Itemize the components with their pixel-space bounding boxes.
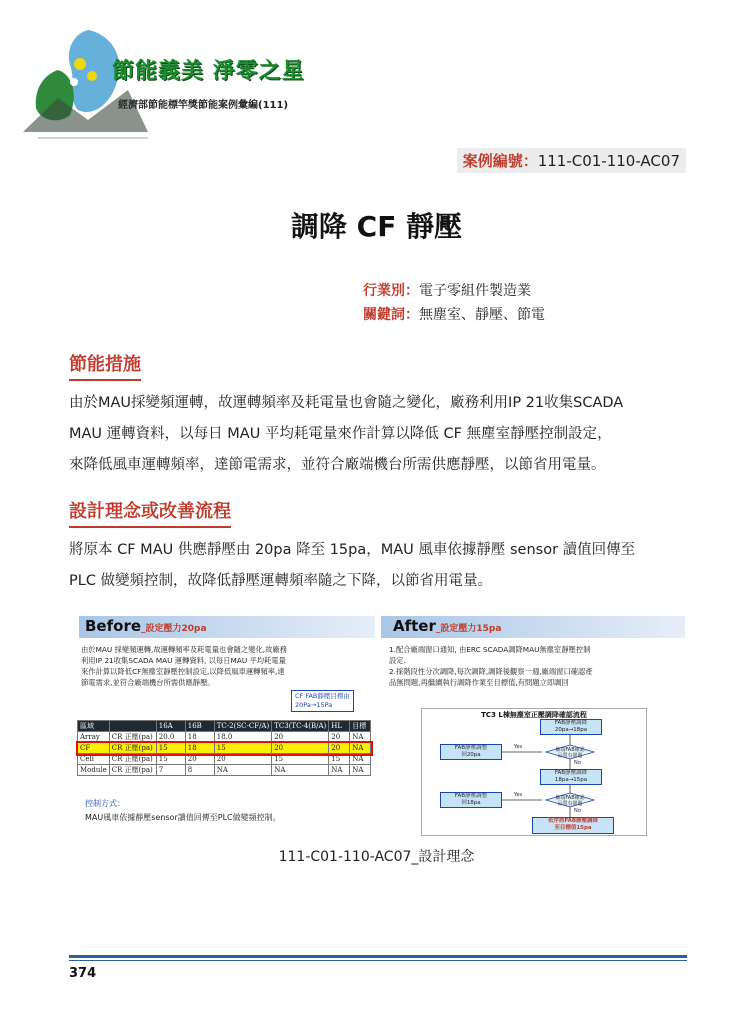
section-body-measures xyxy=(69,388,687,481)
industry-label: 行業別： xyxy=(363,283,419,299)
figure-caption: 111-C01-110-AC07_設計理念 xyxy=(278,849,475,865)
after-subtitle: _設定壓力15pa xyxy=(435,624,502,634)
table-cell: 20 xyxy=(272,732,329,743)
after-text-line: 2.採階段性分次調降,每次調降,調降後觀察一週,廠端窗口確認產 xyxy=(389,667,593,676)
after-text-line: 1.配合廠端窗口通知, 由ERC SCADA調降MAU無塵室靜壓控制 xyxy=(389,645,591,654)
before-text-line: 由於MAU 採變頻運轉,故運轉頻率及耗電量也會隨之變化,故廠務 xyxy=(81,645,288,654)
table-cell: 15 xyxy=(214,743,271,754)
before-text xyxy=(81,644,371,688)
table-header-cell: HL xyxy=(329,721,350,732)
case-id-label: 案例編號： xyxy=(462,152,538,170)
table-cell: 15 xyxy=(272,754,329,765)
keywords-line xyxy=(363,304,545,324)
table-cell: 18 xyxy=(185,743,214,754)
flow-no-1: No xyxy=(574,760,581,766)
flow-step-2 xyxy=(540,769,602,785)
before-text-line: 利用IP 21收集SCADA MAU 運轉資料, 以每日MAU 平均耗電量 xyxy=(81,656,286,665)
table-header-cell: 16B xyxy=(185,721,214,732)
flow-step-line: 品質有問題 xyxy=(557,753,583,759)
flow-step-line: 廠端FAB確認 xyxy=(555,747,585,753)
flow-step-line: FAB靜壓調降 xyxy=(554,720,588,726)
table-cell: CR 正壓(pa) xyxy=(109,732,156,743)
table-cell: NA xyxy=(272,765,329,776)
flow-step-line: 品質有問題 xyxy=(557,801,583,807)
control-method-text: MAU風車依據靜壓sensor讀值回傳至PLC做變頻控制。 xyxy=(85,813,281,822)
table-cell: Module xyxy=(78,765,110,776)
section-body-design xyxy=(69,535,687,597)
table-cell: CF xyxy=(78,743,110,754)
table-row xyxy=(78,754,371,765)
table-cell: Array xyxy=(78,732,110,743)
table-cell: 15 xyxy=(156,743,185,754)
table-cell: NA xyxy=(350,765,371,776)
flow-step-line: 回18pa xyxy=(461,800,481,806)
flow-step-line: FAB靜壓調整 xyxy=(454,745,488,751)
table-cell: 18 xyxy=(185,732,214,743)
table-cell: NA xyxy=(214,765,271,776)
flow-no-2: No xyxy=(574,808,581,814)
flow-step-1 xyxy=(540,719,602,735)
before-panel xyxy=(75,612,375,838)
after-panel xyxy=(381,612,687,838)
before-text-line: 節電需求,並符合廠端機台所需供應靜壓。 xyxy=(81,678,215,687)
footer-rule xyxy=(69,955,687,958)
flow-step-line: 至目標值15pa xyxy=(554,825,592,831)
flow-yes-2: Yes xyxy=(514,792,523,798)
flow-step-line: 20pa→18pa xyxy=(554,727,588,733)
control-method-label: 控制方式： xyxy=(85,799,125,808)
flow-step-line: 18pa→15pa xyxy=(554,777,588,783)
paragraph-line: 將原本 CF MAU 供應靜壓由 20pa 降至 15pa，MAU 風車依據靜壓 sensor 讀值回傳至 xyxy=(69,542,636,558)
callout-line: CF FAB靜壓目標由 xyxy=(295,692,350,700)
table-cell: 20 xyxy=(329,743,350,754)
flow-chart xyxy=(421,708,647,836)
flow-title: TC3 L棟無塵室正壓調降確認流程 xyxy=(481,711,587,719)
flow-step-rollback-2 xyxy=(440,792,502,808)
before-text-line: 來作計算以降低CF無塵室靜壓控制設定,以降低風車運轉頻率,達 xyxy=(81,667,285,676)
case-id-value: 111-C01-110-AC07 xyxy=(537,152,680,170)
paragraph-line: 由於MAU採變頻運轉，故運轉頻率及耗電量也會隨之變化，廠務利用IP 21收集SCADA xyxy=(69,395,624,411)
table-cell: NA xyxy=(329,765,350,776)
keywords-value: 無塵室、靜壓、節電 xyxy=(419,307,545,323)
table-header-cell: 區域 xyxy=(78,721,110,732)
table-cell: 20 xyxy=(214,754,271,765)
before-callout xyxy=(291,690,354,712)
table-header-cell: 16A xyxy=(156,721,185,732)
footer-rule-thin xyxy=(69,960,687,961)
logo-subtitle: 經濟部節能標竿獎節能案例彙編(111) xyxy=(118,100,289,111)
table-cell: Cell xyxy=(78,754,110,765)
logo-title: 節能義美 淨零之星 xyxy=(112,58,305,84)
after-text-line: 設定. xyxy=(389,656,406,665)
section-heading-design: 設計理念或改善流程 xyxy=(69,497,231,528)
table-cell: 18.0 xyxy=(214,732,271,743)
industry-line xyxy=(363,280,531,300)
table-cell: 8 xyxy=(185,765,214,776)
flow-decision-2 xyxy=(546,795,594,807)
flow-step-line: 依序將FAB靜壓調降 xyxy=(547,818,599,824)
table-cell: NA xyxy=(350,743,371,754)
table-cell: 20 xyxy=(272,743,329,754)
after-title xyxy=(393,617,501,635)
before-title-text: Before xyxy=(85,617,142,635)
flow-step-line: FAB靜壓調整 xyxy=(454,793,488,799)
before-title xyxy=(85,617,207,635)
flow-yes-1: Yes xyxy=(514,744,523,750)
table-row xyxy=(78,765,371,776)
industry-value: 電子零組件製造業 xyxy=(419,283,531,299)
keywords-label: 關鍵詞： xyxy=(363,307,419,323)
table-cell: 15 xyxy=(329,754,350,765)
flow-decision-1 xyxy=(546,747,594,759)
table-header-cell: TC3(TC-4(B/A) xyxy=(272,721,329,732)
after-text-line: 品無問題,再繼續執行調降作業至目標值,有問題立即調回 xyxy=(389,678,569,687)
table-cell: CR 正壓(pa) xyxy=(109,743,156,754)
table-cell: 20 xyxy=(185,754,214,765)
page-number: 374 xyxy=(69,966,97,981)
table-cell: NA xyxy=(350,754,371,765)
before-subtitle: _設定壓力20pa xyxy=(141,624,207,634)
paragraph-line: MAU 運轉資料，以每日 MAU 平均耗電量來作計算以降低 CF 無塵室靜壓控制設定， xyxy=(69,426,612,442)
design-figure xyxy=(75,612,687,840)
table-cell: CR 正壓(pa) xyxy=(109,765,156,776)
table-cell: CR 正壓(pa) xyxy=(109,754,156,765)
callout-line: 20Pa→15Pa xyxy=(295,701,333,709)
case-id-box xyxy=(457,148,686,173)
flow-final-step xyxy=(532,817,614,834)
paragraph-line: PLC 做變頻控制，故降低靜壓運轉頻率隨之下降，以節省用電量。 xyxy=(69,573,493,589)
page-title: 調降 CF 靜壓 xyxy=(290,210,463,243)
paragraph-line: 來降低風車運轉頻率，達節電需求，並符合廠端機台所需供應靜壓，以節省用電量。 xyxy=(69,457,606,473)
flow-step-rollback-1 xyxy=(440,744,502,760)
table-header-cell: TC-2(SC-CF/A) xyxy=(214,721,271,732)
table-cell: 20 xyxy=(329,732,350,743)
table-header-cell: 目標 xyxy=(350,721,371,732)
table-cell: NA xyxy=(350,732,371,743)
table-row xyxy=(78,732,371,743)
after-title-text: After xyxy=(393,617,436,635)
table-header-row xyxy=(78,721,371,732)
flow-step-line: 回20pa xyxy=(461,752,481,758)
before-pressure-table xyxy=(77,720,371,776)
section-heading-measures: 節能措施 xyxy=(69,350,141,381)
table-header-cell xyxy=(109,721,156,732)
table-cell: 15 xyxy=(156,754,185,765)
table-row-highlighted xyxy=(78,743,371,754)
table-cell: 7 xyxy=(156,765,185,776)
flow-step-line: FAB靜壓調降 xyxy=(554,770,588,776)
flow-step-line: 廠端FAB確認 xyxy=(555,795,585,801)
table-cell: 20.0 xyxy=(156,732,185,743)
after-text xyxy=(389,644,685,688)
